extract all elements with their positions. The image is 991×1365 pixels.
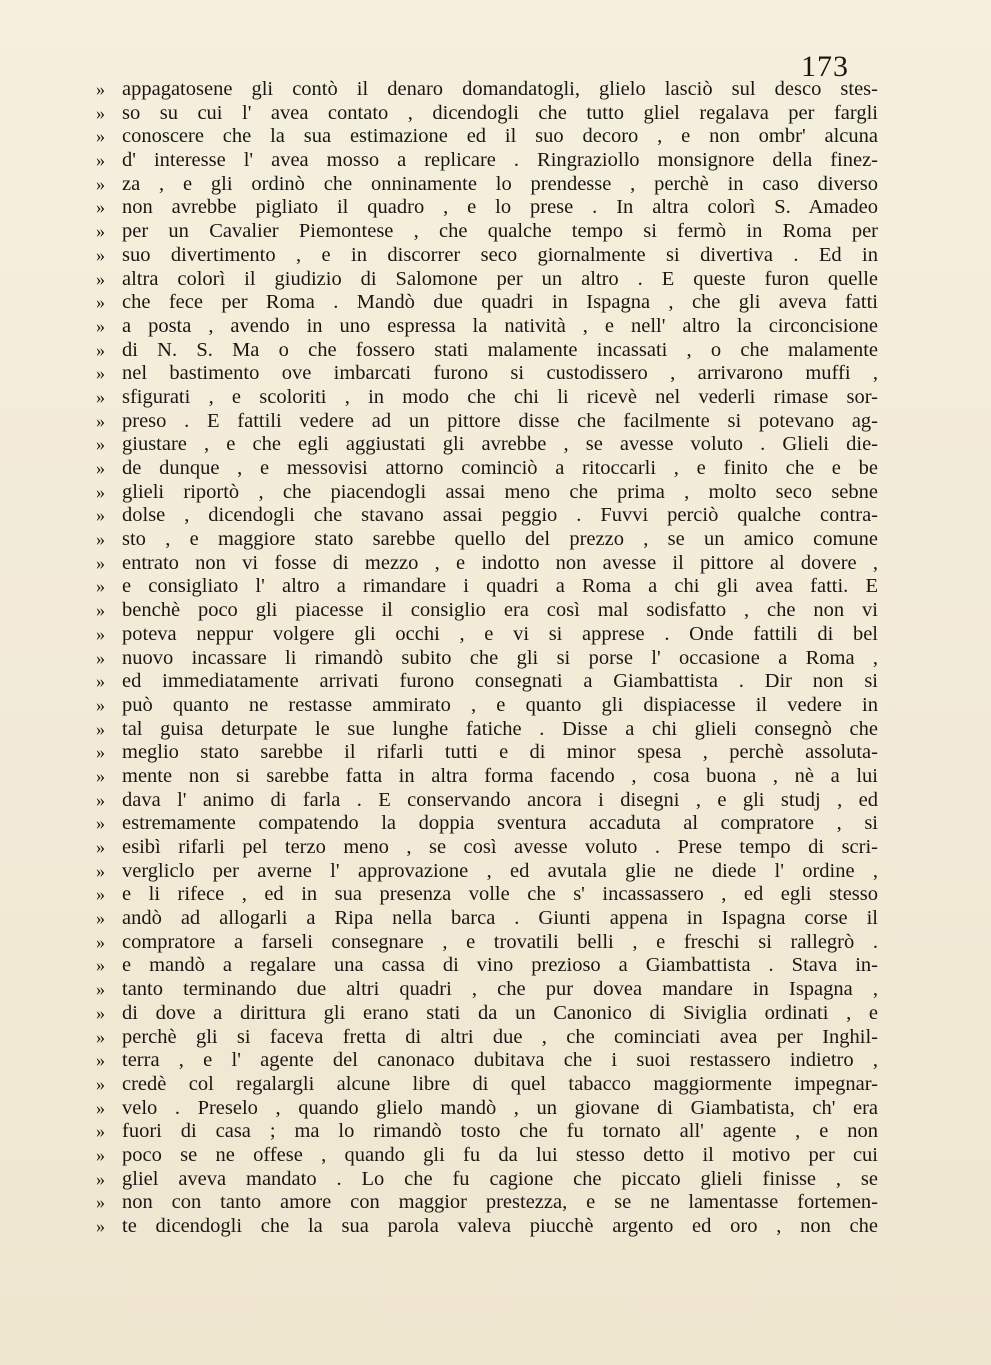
quotation-mark: »: [96, 1097, 105, 1118]
quotation-mark: »: [96, 315, 105, 336]
text-line: [96, 883, 878, 907]
line-text: dava l' animo di farla . E conservando ancora i disegni , e gli studj , ed: [122, 788, 878, 811]
quotation-mark: »: [96, 1192, 105, 1213]
line-text: sfigurati , e scoloriti , in modo che chi li ricevè nel vederli rimase sor-: [122, 385, 878, 408]
text-line: [96, 362, 878, 386]
line-text: tal guisa deturpate le sue lunghe fatiche . Disse a chi glieli consegnò che: [122, 717, 878, 740]
text-line: [96, 812, 878, 836]
line-text: compratore a farseli consegnare , e trovatili belli , e freschi si rallegrò .: [122, 930, 878, 953]
text-line: [96, 552, 878, 576]
quotation-mark: »: [96, 908, 105, 929]
text-line: [96, 978, 878, 1002]
quotation-mark: »: [96, 529, 105, 550]
quotation-mark: »: [96, 647, 105, 668]
text-line: [96, 220, 878, 244]
quotation-mark: »: [96, 1050, 105, 1071]
text-line: [96, 954, 878, 978]
line-text: mente non si sarebbe fatta in altra forma facendo , cosa buona , nè a lui: [122, 764, 878, 787]
text-line: [96, 860, 878, 884]
text-line: [96, 457, 878, 481]
line-text: di dove a dirittura gli erano stati da un Canonico di Siviglia ordinati , e: [122, 1001, 878, 1024]
quotation-mark: »: [96, 244, 105, 265]
text-line: [96, 647, 878, 671]
line-text: suo divertimento , e in discorrer seco giornalmente si divertiva . Ed in: [122, 243, 878, 266]
text-line: [96, 78, 878, 102]
quotation-mark: »: [96, 671, 105, 692]
quotation-mark: »: [96, 458, 105, 478]
quotation-mark: »: [96, 694, 105, 715]
line-text: so su cui l' avea contato , dicendogli che tutto gliel regalava per fargli: [122, 101, 878, 124]
quotation-mark: »: [96, 813, 105, 834]
line-text: nuovo incassare li rimandò subito che gli si porse l' occasione a Roma ,: [122, 646, 878, 669]
text-line: [96, 244, 878, 268]
quotation-mark: »: [96, 1168, 105, 1189]
line-text: d' interesse l' avea mosso a replicare . Ringraziollo monsignore della finez-: [122, 149, 878, 172]
text-line: [96, 599, 878, 623]
text-line: [96, 789, 878, 813]
quotation-mark: »: [96, 363, 105, 384]
line-text: poteva neppur volgere gli occhi , e vi si apprese . Onde fattili di bel: [122, 622, 878, 645]
text-line: [96, 718, 878, 742]
page-number: 173: [801, 50, 849, 83]
quotation-mark: »: [96, 552, 105, 573]
line-text: appagatosene gli contò il denaro domandatogli, glielo lasciò sul desco stes-: [122, 78, 878, 100]
text-line: [96, 836, 878, 860]
line-text: perchè gli si faceva fretta di altri due , che cominciati avea per Inghil-: [122, 1025, 878, 1048]
line-text: andò ad allogarli a Ripa nella barca . Giunti appena in Ispagna corse il: [122, 907, 878, 930]
quotation-mark: »: [96, 576, 105, 597]
line-text: te dicendogli che la sua parola valeva piucchè argento ed oro , non che: [122, 1215, 878, 1237]
line-text: che fece per Roma . Mandò due quadri in Ispagna , che gli aveva fatti: [122, 291, 878, 314]
line-text: non con tanto amore con maggior prestezza, e se ne lamentasse fortemen-: [122, 1191, 878, 1214]
text-line: [96, 315, 878, 339]
quotation-mark: »: [96, 386, 105, 407]
quotation-mark: »: [96, 1026, 105, 1047]
text-line: [96, 765, 878, 789]
text-line: [96, 1073, 878, 1097]
text-line: [96, 1120, 878, 1144]
text-line: [96, 339, 878, 363]
text-line: [96, 907, 878, 931]
line-text: preso . E fattili vedere ad un pittore disse che facilmente si potevano ag-: [122, 409, 878, 432]
quotation-mark: »: [96, 268, 105, 289]
quotation-mark: »: [96, 742, 105, 763]
quotation-mark: »: [96, 979, 105, 1000]
line-text: sto , e maggiore stato sarebbe quello del prezzo , se un amico comune: [122, 528, 878, 551]
quotation-mark: »: [96, 623, 105, 644]
quotation-mark: »: [96, 718, 105, 739]
line-text: nel bastimento ove imbarcati furono si custodissero , arrivarono muffi ,: [122, 362, 878, 385]
text-line: [96, 481, 878, 505]
text-line: [96, 102, 878, 126]
text-line: [96, 670, 878, 694]
quotation-mark: »: [96, 481, 105, 502]
quotation-mark: »: [96, 292, 105, 313]
line-text: dolse , dicendogli che stavano assai peggio . Fuvvi perciò qualche contra-: [122, 504, 878, 527]
text-line: [96, 575, 878, 599]
text-line: [96, 623, 878, 647]
text-line: [96, 528, 878, 552]
line-text: e mandò a regalare una cassa di vino prezioso a Giambattista . Stava in-: [122, 954, 878, 977]
quotation-mark: »: [96, 410, 105, 431]
line-text: non avrebbe pigliato il quadro , e lo prese . In altra colorì S. Amadeo: [122, 196, 878, 219]
line-text: benchè poco gli piacesse il consiglio era così mal sodisfatto , che non vi: [122, 599, 878, 622]
line-text: fuori di casa ; ma lo rimandò tosto che fu tornato all' agente , e non: [122, 1120, 878, 1143]
quotation-mark: »: [96, 955, 105, 976]
quotation-mark: »: [96, 931, 105, 952]
text-line: [96, 268, 878, 292]
quotation-mark: »: [96, 221, 105, 242]
line-text: e consigliato l' altro a rimandare i quadri a Roma a chi gli avea fatti. E: [122, 575, 878, 598]
text-line: [96, 1215, 878, 1239]
line-text: per un Cavalier Piemontese , che qualche tempo si fermò in Roma per: [122, 220, 878, 243]
quotation-mark: »: [96, 505, 105, 526]
text-line: [96, 741, 878, 765]
line-text: altra colorì il giudizio di Salomone per un altro . E queste furon quelle: [122, 267, 878, 290]
line-text: poco se ne offese , quando gli fu da lui stesso detto il motivo per cui: [122, 1143, 878, 1166]
line-text: può quanto ne restasse ammirato , e quanto gli dispiacesse il vedere in: [122, 693, 878, 716]
text-line: [96, 410, 878, 434]
quotation-mark: »: [96, 79, 105, 99]
line-text: credè col regalargli alcune libre di quel tabacco maggiormente impegnar-: [122, 1072, 878, 1095]
text-line: [96, 1026, 878, 1050]
text-line: [96, 504, 878, 528]
quotation-mark: »: [96, 434, 105, 455]
line-text: za , e gli ordinò che onninamente lo prendesse , perchè in caso diverso: [122, 172, 878, 195]
quotation-mark: »: [96, 1121, 105, 1142]
quotation-mark: »: [96, 884, 105, 905]
quotation-mark: »: [96, 1002, 105, 1023]
line-text: di N. S. Ma o che fossero stati malamente incassati , o che malamente: [122, 338, 878, 361]
line-text: conoscere che la sua estimazione ed il suo decoro , e non ombr' alcuna: [122, 125, 878, 148]
line-text: esibì rifarli pel terzo meno , se così avesse voluto . Prese tempo di scri-: [122, 836, 878, 858]
text-line: [96, 1168, 878, 1192]
text-line: [96, 433, 878, 457]
body-text: [96, 78, 878, 1239]
quotation-mark: »: [96, 339, 105, 360]
text-line: [96, 1049, 878, 1073]
quotation-mark: »: [96, 126, 105, 147]
text-line: [96, 386, 878, 410]
text-line: [96, 931, 878, 955]
text-line: [96, 694, 878, 718]
quotation-mark: »: [96, 1073, 105, 1094]
line-text: e li rifece , ed in sua presenza volle che s' incassassero , ed egli stesso: [122, 883, 878, 906]
quotation-mark: »: [96, 173, 105, 194]
text-line: [96, 291, 878, 315]
line-text: ed immediatamente arrivati furono consegnati a Giambattista . Dir non si: [122, 670, 878, 693]
quotation-mark: »: [96, 1216, 105, 1236]
quotation-mark: »: [96, 600, 105, 621]
quotation-mark: »: [96, 765, 105, 786]
quotation-mark: »: [96, 150, 105, 171]
text-line: [96, 173, 878, 197]
quotation-mark: »: [96, 837, 105, 857]
text-line: [96, 149, 878, 173]
text-line: [96, 196, 878, 220]
line-text: gliel aveva mandato . Lo che fu cagione che piccato glieli finisse , se: [122, 1167, 878, 1190]
text-line: [96, 1002, 878, 1026]
text-line: [96, 1097, 878, 1121]
line-text: estremamente compatendo la doppia sventura accaduta al compratore , si: [122, 812, 878, 835]
line-text: glieli riportò , che piacendogli assai meno che prima , molto seco sebne: [122, 480, 878, 503]
quotation-mark: »: [96, 789, 105, 810]
line-text: vergliclo per averne l' approvazione , ed avutala glie ne diede l' ordine ,: [122, 859, 878, 882]
line-text: velo . Preselo , quando glielo mandò , un giovane di Giambatista, ch' era: [122, 1096, 878, 1119]
line-text: de dunque , e messovisi attorno cominciò a ritoccarli , e finito che e be: [122, 457, 878, 479]
line-text: a posta , avendo in uno espressa la natività , e nell' altro la circoncisione: [122, 314, 878, 337]
quotation-mark: »: [96, 860, 105, 881]
line-text: tanto terminando due altri quadri , che pur dovea mandare in Ispagna ,: [122, 978, 878, 1001]
text-line: [96, 1191, 878, 1215]
line-text: entrato non vi fosse di mezzo , e indotto non avesse il pittore al dovere ,: [122, 551, 878, 574]
quotation-mark: »: [96, 1144, 105, 1165]
line-text: giustare , e che egli aggiustati gli avrebbe , se avesse voluto . Glieli die-: [122, 433, 878, 456]
line-text: terra , e l' agente del canonaco dubitava che i suoi restassero indietro ,: [122, 1049, 878, 1072]
quotation-mark: »: [96, 197, 105, 218]
quotation-mark: »: [96, 102, 105, 123]
line-text: meglio stato sarebbe il rifarli tutti e di minor spesa , perchè assoluta-: [122, 741, 878, 764]
text-line: [96, 125, 878, 149]
text-line: [96, 1144, 878, 1168]
